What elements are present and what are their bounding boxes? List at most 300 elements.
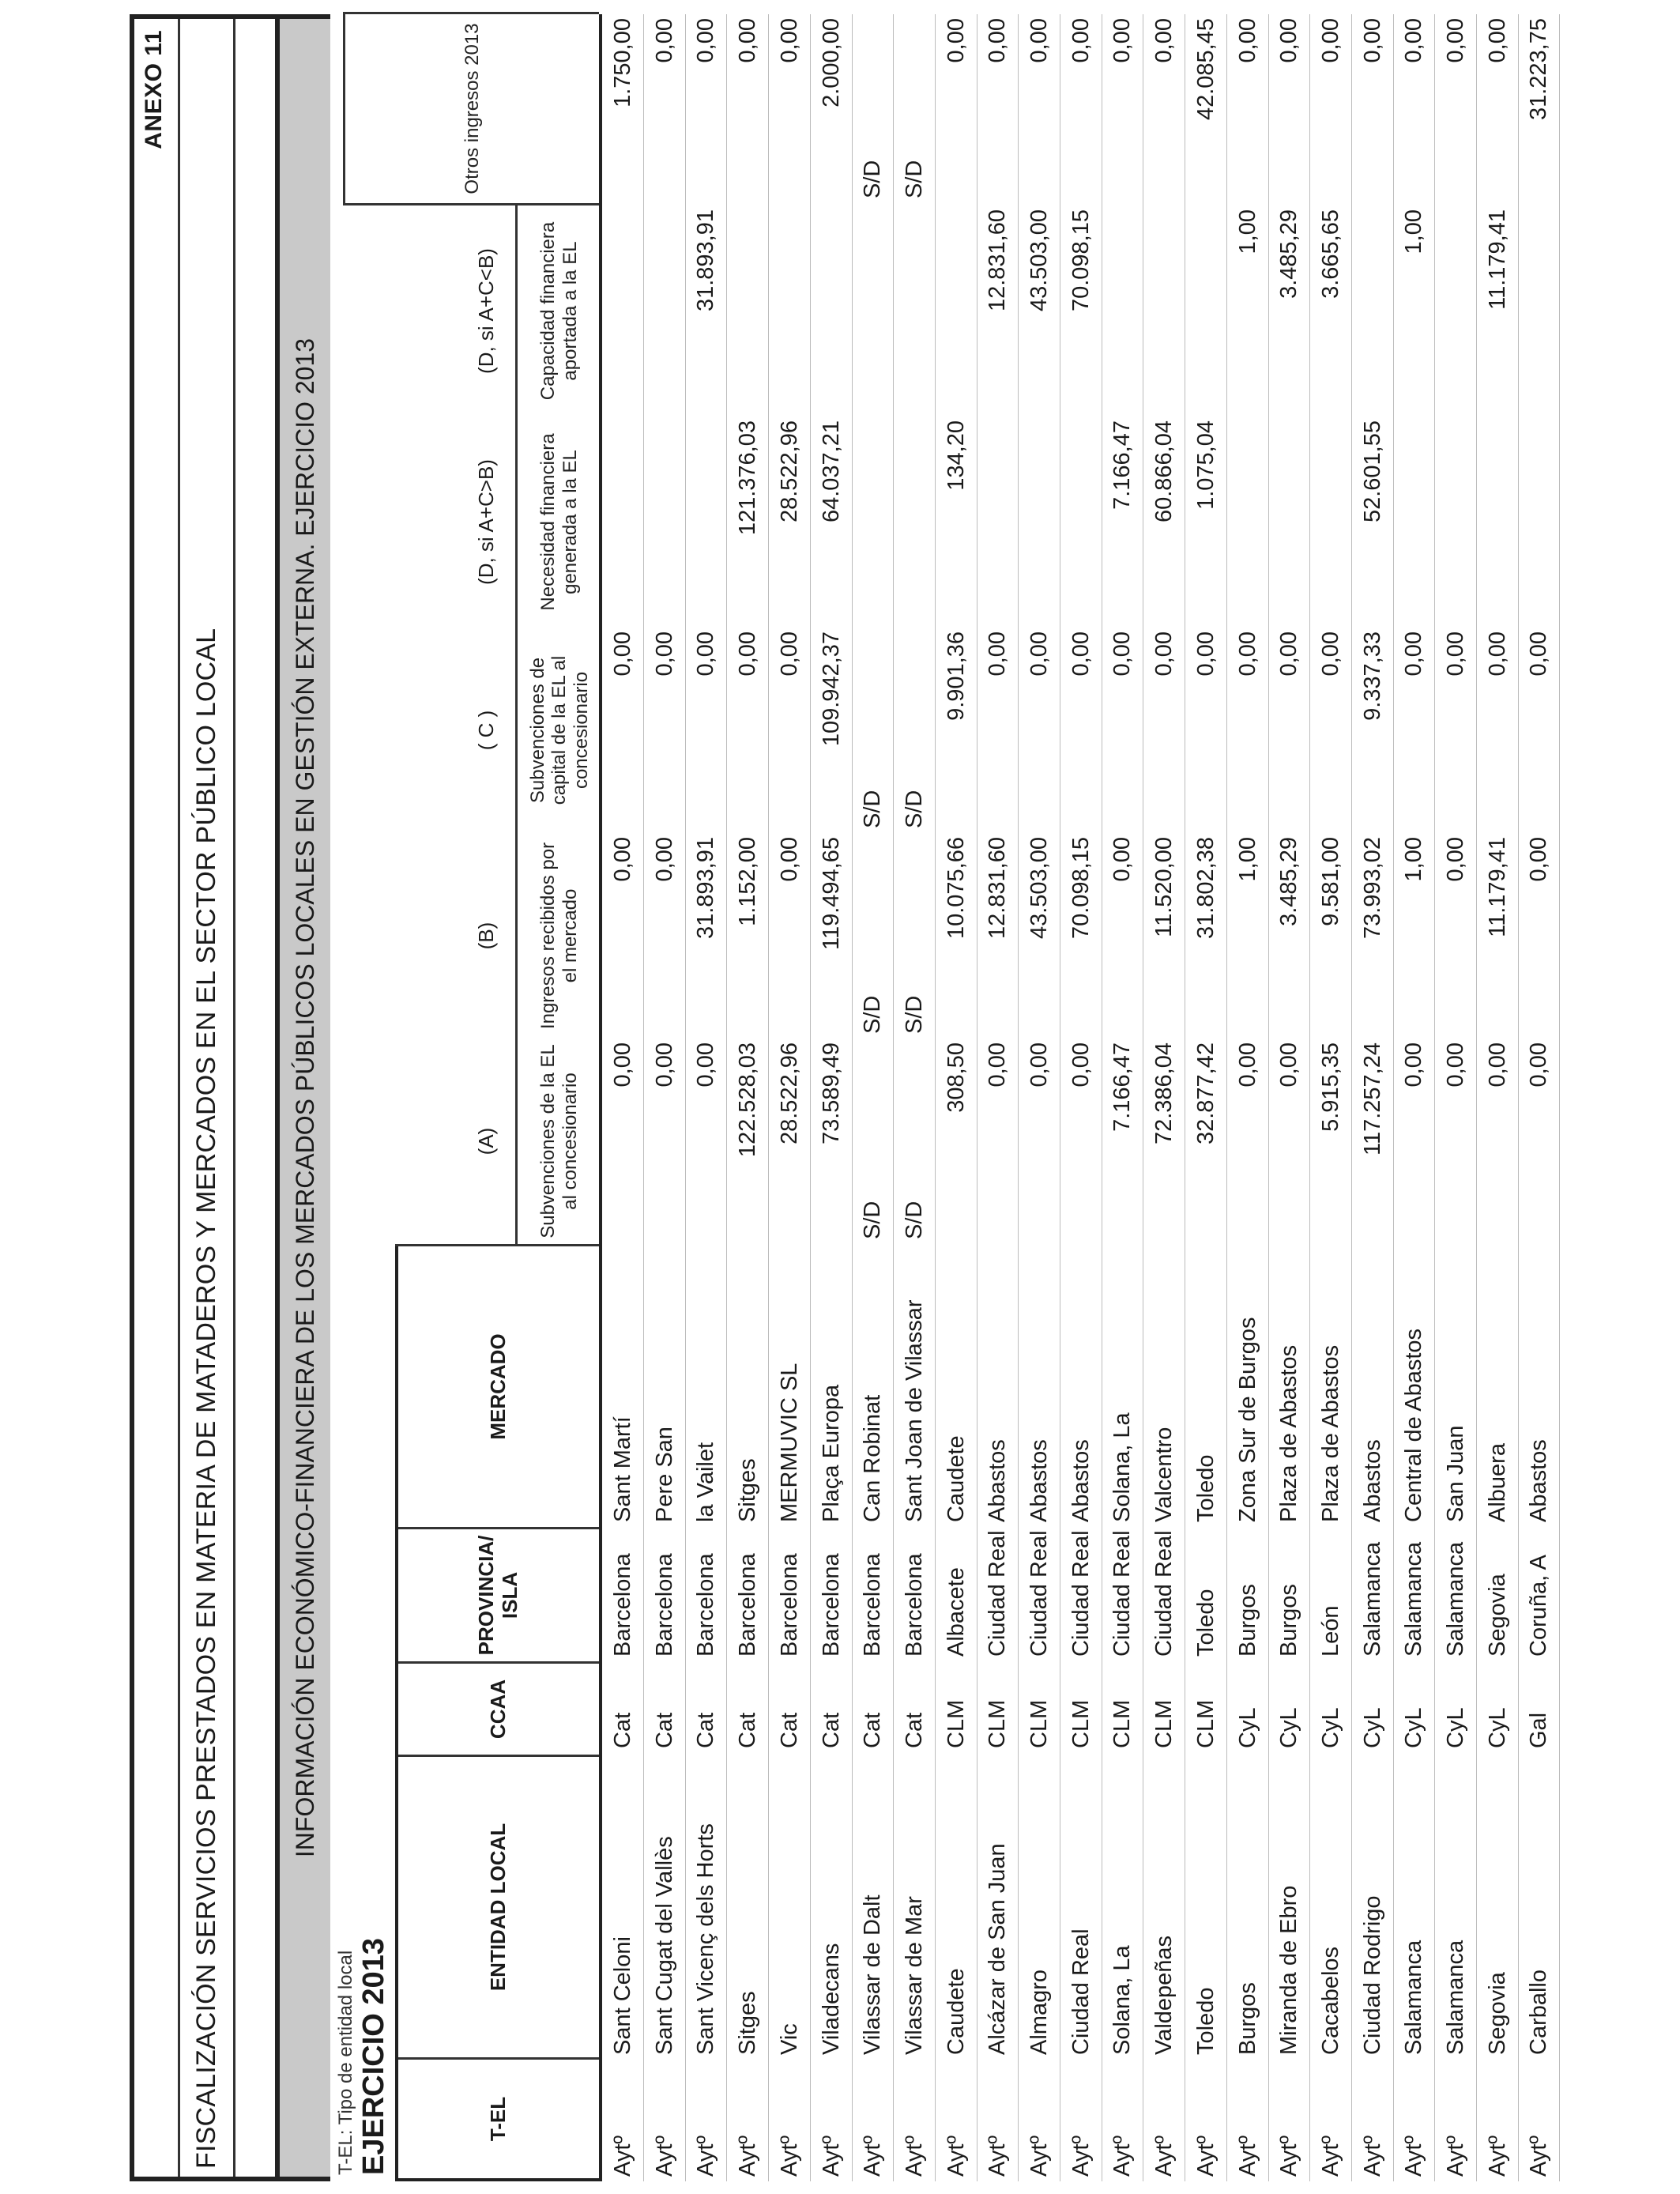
cell-b: 1,00 (1234, 837, 1260, 882)
cell-entidad: Sant Celoni (610, 1936, 635, 2055)
cell-d2 (936, 209, 977, 417)
cell-d1: 121.376,03 (735, 420, 761, 536)
cell-provincia: Salamanca (1401, 1541, 1427, 1657)
cell-c: 0,00 (985, 631, 1011, 677)
cell-d2 (1435, 209, 1476, 417)
cell-tel: Aytº (1359, 2136, 1385, 2177)
cell-b: 31.802,38 (1192, 837, 1219, 940)
cell-a: S/D (901, 1201, 927, 1239)
cell-d2 (1143, 209, 1185, 417)
cell-ccaa: CLM (943, 1699, 969, 1748)
cell-tel: Aytº (1026, 2136, 1052, 2177)
table-row (1435, 14, 1477, 2181)
cell-a: S/D (860, 1201, 886, 1239)
cell-mercado: Albuera (1484, 1443, 1510, 1522)
cell-ccaa: CLM (1151, 1699, 1177, 1748)
cell-a: 0,00 (1443, 1042, 1468, 1088)
cell-ccaa: Cat (860, 1712, 886, 1748)
table-row (602, 14, 644, 2181)
cell-ccaa: CyL (1276, 1707, 1302, 1748)
cell-mercado: Sant Martí (610, 1416, 635, 1522)
cell-a: 0,00 (1234, 1042, 1260, 1088)
data-table (395, 14, 1659, 2181)
col-mercado: MERCADO (486, 1333, 510, 1440)
cell-provincia: Ciudad Real (1068, 1530, 1094, 1657)
cell-ccaa: Cat (693, 1712, 719, 1748)
cell-ccaa: CyL (1359, 1707, 1385, 1748)
cell-tel: Aytº (776, 2136, 802, 2177)
cell-b: 31.893,91 (693, 837, 719, 940)
cell-d1 (1435, 420, 1476, 628)
cell-b: 119.494,65 (818, 837, 844, 950)
cell-c: 9.901,36 (943, 631, 969, 721)
cell-a: 32.877,42 (1192, 1042, 1219, 1145)
cell-tel: Aytº (1443, 2136, 1468, 2177)
cell-a: 5.915,35 (1317, 1042, 1343, 1132)
cell-otros: 42.085,45 (1192, 18, 1219, 121)
cell-d2 (811, 209, 852, 417)
cell-b: 1.152,00 (735, 837, 761, 926)
cell-entidad: Toledo (1192, 1987, 1219, 2055)
cell-b: 0,00 (1526, 837, 1552, 882)
cell-tel: Aytº (943, 2136, 969, 2177)
col-d2-tag: (D, si A+C<B) (474, 248, 498, 374)
cell-c: S/D (860, 790, 886, 828)
cell-mercado: MERMUVIC SL (776, 1363, 802, 1522)
cell-otros: 1.750,00 (610, 18, 635, 107)
cell-otros: 0,00 (943, 18, 969, 63)
cell-entidad: Cacabelos (1317, 1946, 1343, 2055)
cell-b: 9.581,00 (1317, 837, 1343, 926)
cell-mercado: Pere San (651, 1427, 677, 1522)
cell-mercado: Caudete (943, 1435, 969, 1522)
cell-c: 0,00 (610, 631, 635, 677)
cell-ccaa: Cat (735, 1712, 761, 1748)
cell-entidad: Ciudad Real (1068, 1928, 1094, 2055)
cell-otros: S/D (901, 160, 927, 198)
cell-mercado: Toledo (1192, 1454, 1219, 1522)
cell-ccaa: Cat (901, 1712, 927, 1748)
cell-provincia: Salamanca (1443, 1541, 1468, 1657)
cell-a: 0,00 (1068, 1042, 1094, 1088)
cell-d2 (1518, 209, 1559, 417)
col-entidad: ENTIDAD LOCAL (486, 1823, 510, 1992)
cell-provincia: Barcelona (693, 1553, 719, 1657)
cell-d2 (852, 209, 893, 417)
cell-entidad: Viladecans (818, 1943, 844, 2055)
cell-provincia: Burgos (1234, 1584, 1260, 1657)
cell-mercado: Plaça Europa (818, 1384, 844, 1522)
col-b: Ingresos recibidos por el mercado (537, 842, 581, 1030)
cell-d1 (1227, 420, 1268, 628)
cell-d1 (685, 420, 726, 628)
cell-entidad: Salamanca (1401, 1940, 1427, 2055)
cell-ccaa: CyL (1401, 1707, 1427, 1748)
cell-c: 0,00 (1401, 631, 1427, 677)
cell-d1: 52.601,55 (1359, 420, 1385, 523)
cell-ccaa: CyL (1317, 1707, 1343, 1748)
cell-d2: 3.665,65 (1317, 209, 1343, 299)
cell-d2 (1185, 209, 1226, 417)
cell-entidad: Sant Vicenç dels Horts (693, 1823, 719, 2055)
cell-d2: 31.893,91 (693, 209, 719, 312)
cell-mercado: Abastos (985, 1439, 1011, 1522)
table-row (769, 14, 811, 2181)
cell-ccaa: CyL (1484, 1707, 1510, 1748)
cell-otros: 0,00 (1484, 18, 1510, 63)
cell-b: 11.520,00 (1151, 837, 1177, 937)
col-c-tag: ( C ) (474, 710, 498, 751)
cell-b: 73.993,02 (1359, 837, 1385, 940)
cell-d1: 60.866,04 (1151, 420, 1177, 523)
cell-c: S/D (901, 790, 927, 828)
cell-ccaa: CyL (1443, 1707, 1468, 1748)
cell-b: 10.075,66 (943, 837, 969, 940)
cell-c: 0,00 (1068, 631, 1094, 677)
cell-provincia: Albacete (943, 1567, 969, 1657)
cell-d1 (1310, 420, 1351, 628)
cell-entidad: Carballo (1526, 1970, 1552, 2055)
table-row (1268, 14, 1310, 2181)
cell-entidad: Alcázar de San Juan (985, 1843, 1011, 2055)
cell-a: 28.522,96 (776, 1042, 802, 1145)
table-row (1102, 14, 1143, 2181)
cell-tel: Aytº (1109, 2136, 1136, 2177)
cell-ccaa: CLM (1192, 1699, 1219, 1748)
report-title: FISCALIZACIÓN SERVICIOS PRESTADOS EN MATERIA DE MATADEROS Y MERCADOS EN EL SECTOR PÚBLICO LOCAL (191, 628, 221, 2169)
cell-ccaa: CLM (1068, 1699, 1094, 1748)
cell-otros: 0,00 (1443, 18, 1468, 63)
cell-provincia: Burgos (1276, 1584, 1302, 1657)
cell-mercado: Plaza de Abastos (1317, 1344, 1343, 1522)
report-header (130, 14, 330, 2181)
cell-d2 (644, 209, 685, 417)
cell-a: 72.386,04 (1151, 1042, 1177, 1145)
table-row (1019, 14, 1060, 2181)
cell-tel: Aytº (1192, 2136, 1219, 2177)
col-tel: T-EL (486, 2096, 510, 2142)
col-a: Subvenciones de la EL al concesionario (537, 1044, 581, 1238)
cell-tel: Aytº (985, 2136, 1011, 2177)
cell-mercado: Zona Sur de Burgos (1234, 1317, 1260, 1522)
cell-mercado: Solana, La (1109, 1412, 1136, 1522)
cell-tel: Aytº (1276, 2136, 1302, 2177)
cell-d1 (977, 420, 1018, 628)
cell-mercado: Plaza de Abastos (1276, 1344, 1302, 1522)
cell-d2 (1352, 209, 1393, 417)
cell-ccaa: CLM (1109, 1699, 1136, 1748)
cell-d1 (1019, 420, 1060, 628)
cell-mercado: Central de Abastos (1401, 1328, 1427, 1522)
cell-entidad: Miranda de Ebro (1276, 1885, 1302, 2055)
cell-c: 0,00 (651, 631, 677, 677)
cell-c: 0,00 (1276, 631, 1302, 677)
cell-c: 9.337,33 (1359, 631, 1385, 721)
cell-provincia: Segovia (1484, 1574, 1510, 1657)
cell-d2: 1,00 (1234, 209, 1260, 254)
cell-d2: 12.831,60 (985, 209, 1011, 312)
cell-otros: 0,00 (693, 18, 719, 63)
cell-b: 43.503,00 (1026, 837, 1052, 940)
cell-a: 73.589,49 (818, 1042, 844, 1145)
cell-otros: 0,00 (1401, 18, 1427, 63)
cell-a: 0,00 (693, 1042, 719, 1088)
cell-provincia: Barcelona (610, 1553, 635, 1657)
table-row (1352, 14, 1394, 2181)
cell-tel: Aytº (735, 2136, 761, 2177)
col-c: Subvenciones de capital de la EL al concesionario (526, 655, 592, 805)
table-row (811, 14, 853, 2181)
col-d1-tag: (D, si A+C>B) (474, 459, 498, 585)
cell-c: 0,00 (1443, 631, 1468, 677)
cell-provincia: Barcelona (901, 1553, 927, 1657)
annex-label: ANEXO 11 (141, 30, 167, 149)
cell-mercado: Abastos (1359, 1439, 1385, 1522)
tel-note: T-EL: Tipo de entidad local (335, 1950, 356, 2175)
cell-tel: Aytº (651, 2136, 677, 2177)
cell-a: 0,00 (985, 1042, 1011, 1088)
cell-b: S/D (860, 995, 886, 1034)
table-row (685, 14, 727, 2181)
table-row (1518, 14, 1560, 2181)
col-provincia: PROVINCIA/ ISLA (474, 1535, 522, 1656)
cell-entidad: Salamanca (1443, 1940, 1468, 2055)
cell-provincia: Coruña, A (1526, 1555, 1552, 1657)
cell-mercado: la Vailet (693, 1442, 719, 1522)
cell-otros: 2.000,00 (818, 18, 844, 107)
cell-provincia: Barcelona (860, 1553, 886, 1657)
cell-d2: 43.503,00 (1026, 209, 1052, 312)
cell-otros: 0,00 (1068, 18, 1094, 63)
year-label: EJERCICIO 2013 (357, 1938, 390, 2175)
cell-provincia: Salamanca (1359, 1541, 1385, 1657)
table-row (1060, 14, 1102, 2181)
cell-mercado: Abastos (1526, 1439, 1552, 1522)
cell-b: 0,00 (1109, 837, 1136, 882)
cell-d2: 11.179,41 (1484, 209, 1510, 310)
table-row (1393, 14, 1435, 2181)
cell-c: 0,00 (693, 631, 719, 677)
cell-d1: 28.522,96 (776, 420, 802, 523)
cell-tel: Aytº (693, 2136, 719, 2177)
cell-provincia: Barcelona (651, 1553, 677, 1657)
table-row (1227, 14, 1269, 2181)
cell-mercado: San Juan (1443, 1425, 1468, 1522)
cell-d1 (894, 420, 935, 628)
cell-entidad: Vilassar de Dalt (860, 1894, 886, 2055)
cell-d1 (852, 420, 893, 628)
cell-otros: 0,00 (1317, 18, 1343, 63)
cell-b: 1,00 (1401, 837, 1427, 882)
table-row (1477, 14, 1519, 2181)
cell-d2 (727, 209, 768, 417)
col-d2: Capacidad financiera aportada a la EL (537, 221, 581, 401)
cell-entidad: Almagro (1026, 1970, 1052, 2055)
col-a-tag: (A) (474, 1127, 498, 1155)
cell-a: 7.166,47 (1109, 1042, 1136, 1132)
cell-provincia: Ciudad Real (1151, 1530, 1177, 1657)
cell-d2 (769, 209, 810, 417)
cell-otros: 0,00 (1151, 18, 1177, 63)
cell-tel: Aytº (1526, 2136, 1552, 2177)
cell-otros: 31.223,75 (1526, 18, 1552, 121)
cell-c: 0,00 (735, 631, 761, 677)
cell-d2 (602, 209, 643, 417)
cell-otros: S/D (860, 160, 886, 198)
cell-tel: Aytº (1234, 2136, 1260, 2177)
table-row (977, 14, 1019, 2181)
cell-c: 0,00 (776, 631, 802, 677)
cell-c: 0,00 (1192, 631, 1219, 677)
cell-otros: 0,00 (1276, 18, 1302, 63)
cell-d2: 3.485,29 (1276, 209, 1302, 299)
table-row (1310, 14, 1352, 2181)
cell-c: 0,00 (1234, 631, 1260, 677)
cell-otros: 0,00 (776, 18, 802, 63)
section-row (280, 19, 330, 2177)
cell-provincia: Toledo (1192, 1589, 1219, 1657)
cell-tel: Aytº (860, 2136, 886, 2177)
cell-otros: 0,00 (1109, 18, 1136, 63)
cell-d2: 1,00 (1401, 209, 1427, 254)
cell-entidad: Solana, La (1109, 1945, 1136, 2055)
table-row (1143, 14, 1185, 2181)
cell-a: 0,00 (1276, 1042, 1302, 1088)
cell-provincia: Barcelona (818, 1553, 844, 1657)
col-d1: Necesidad financiera generada a la EL (537, 433, 581, 611)
cell-d1: 1.075,04 (1192, 420, 1219, 510)
cell-otros: 0,00 (1359, 18, 1385, 63)
cell-otros: 0,00 (651, 18, 677, 63)
cell-ccaa: Cat (776, 1712, 802, 1748)
cell-entidad: Valdepeñas (1151, 1935, 1177, 2055)
cell-entidad: Vic (776, 2023, 802, 2055)
cell-tel: Aytº (1151, 2136, 1177, 2177)
table-row (894, 14, 936, 2181)
cell-d1 (1518, 420, 1559, 628)
cell-entidad: Segovia (1484, 1972, 1510, 2055)
cell-d1 (1393, 420, 1434, 628)
cell-otros: 0,00 (1026, 18, 1052, 63)
cell-c: 0,00 (1151, 631, 1177, 677)
cell-mercado: Sitges (735, 1458, 761, 1522)
cell-b: 3.485,29 (1276, 837, 1302, 926)
cell-entidad: Vilassar de Mar (901, 1896, 927, 2055)
cell-provincia: Ciudad Real (1026, 1530, 1052, 1657)
cell-tel: Aytº (818, 2136, 844, 2177)
table-row (852, 14, 894, 2181)
cell-ccaa: Cat (818, 1712, 844, 1748)
cell-c: 109.942,37 (818, 631, 844, 747)
col-otros: Otros ingresos 2013 (461, 23, 484, 194)
cell-d1: 134,20 (943, 420, 969, 491)
cell-entidad: Sant Cugat del Vallès (651, 1836, 677, 2055)
col-ccaa: CCAA (486, 1679, 510, 1740)
cell-mercado: Sant Joan de Vilassar (901, 1299, 927, 1522)
cell-a: 0,00 (610, 1042, 635, 1088)
cell-otros: 0,00 (985, 18, 1011, 63)
cell-a: 122.528,03 (735, 1042, 761, 1158)
table-row (1185, 14, 1227, 2181)
cell-b: 0,00 (1443, 837, 1468, 882)
cell-otros: 0,00 (735, 18, 761, 63)
cell-ccaa: Cat (651, 1712, 677, 1748)
cell-provincia: Ciudad Real (985, 1530, 1011, 1657)
cell-mercado: Can Robinat (860, 1394, 886, 1522)
cell-c: 0,00 (1317, 631, 1343, 677)
cell-mercado: Abastos (1026, 1439, 1052, 1522)
cell-provincia: León (1317, 1605, 1343, 1657)
cell-d1 (1060, 420, 1102, 628)
blank-row (235, 19, 280, 2177)
cell-provincia: Barcelona (776, 1553, 802, 1657)
cell-provincia: Barcelona (735, 1553, 761, 1657)
cell-a: 0,00 (651, 1042, 677, 1088)
cell-a: 0,00 (1401, 1042, 1427, 1088)
cell-d1: 7.166,47 (1109, 420, 1136, 510)
cell-ccaa: CLM (985, 1699, 1011, 1748)
cell-c: 0,00 (1109, 631, 1136, 677)
cell-a: 0,00 (1484, 1042, 1510, 1088)
cell-d1: 64.037,21 (818, 420, 844, 523)
cell-ccaa: Cat (610, 1712, 635, 1748)
cell-ccaa: Gal (1526, 1712, 1552, 1748)
cell-entidad: Burgos (1234, 1982, 1260, 2055)
cell-b: 70.098,15 (1068, 837, 1094, 940)
cell-b: 0,00 (776, 837, 802, 882)
cell-b: S/D (901, 995, 927, 1034)
cell-provincia: Ciudad Real (1109, 1530, 1136, 1657)
cell-a: 0,00 (1026, 1042, 1052, 1088)
cell-d1 (644, 420, 685, 628)
cell-d1 (1268, 420, 1309, 628)
col-b-tag: (B) (474, 922, 498, 950)
cell-b: 0,00 (651, 837, 677, 882)
cell-tel: Aytº (1401, 2136, 1427, 2177)
cell-entidad: Sitges (735, 1991, 761, 2055)
cell-a: 308,50 (943, 1042, 969, 1113)
cell-c: 0,00 (1484, 631, 1510, 677)
annex-row (134, 19, 180, 2177)
cell-entidad: Caudete (943, 1968, 969, 2055)
cell-a: 117.257,24 (1359, 1042, 1385, 1155)
cell-tel: Aytº (1317, 2136, 1343, 2177)
table-row (727, 14, 769, 2181)
cell-b: 12.831,60 (985, 837, 1011, 940)
cell-entidad: Ciudad Rodrigo (1359, 1895, 1385, 2055)
cell-d2 (1102, 209, 1143, 417)
cell-ccaa: CyL (1234, 1707, 1260, 1748)
table-row (644, 14, 686, 2181)
cell-b: 11.179,41 (1484, 837, 1510, 937)
cell-otros: 0,00 (1234, 18, 1260, 63)
cell-tel: Aytº (1484, 2136, 1510, 2177)
cell-a: 0,00 (1526, 1042, 1552, 1088)
cell-d2: 70.098,15 (1068, 209, 1094, 312)
cell-c: 0,00 (1026, 631, 1052, 677)
cell-d1 (1477, 420, 1518, 628)
cell-b: 0,00 (610, 837, 635, 882)
cell-ccaa: CLM (1026, 1699, 1052, 1748)
section-title: INFORMACIÓN ECONÓMICO-FINANCIERA DE LOS MERCADOS PÚBLICOS LOCALES EN GESTIÓN EXTERNA. EJERCICIO 2013 (291, 337, 319, 1858)
table-row (936, 14, 977, 2181)
title-row (180, 19, 235, 2177)
cell-mercado: Abastos (1068, 1439, 1094, 1522)
cell-mercado: Valcentro (1151, 1427, 1177, 1522)
cell-c: 0,00 (1526, 631, 1552, 677)
cell-tel: Aytº (1068, 2136, 1094, 2177)
cell-tel: Aytº (901, 2136, 927, 2177)
